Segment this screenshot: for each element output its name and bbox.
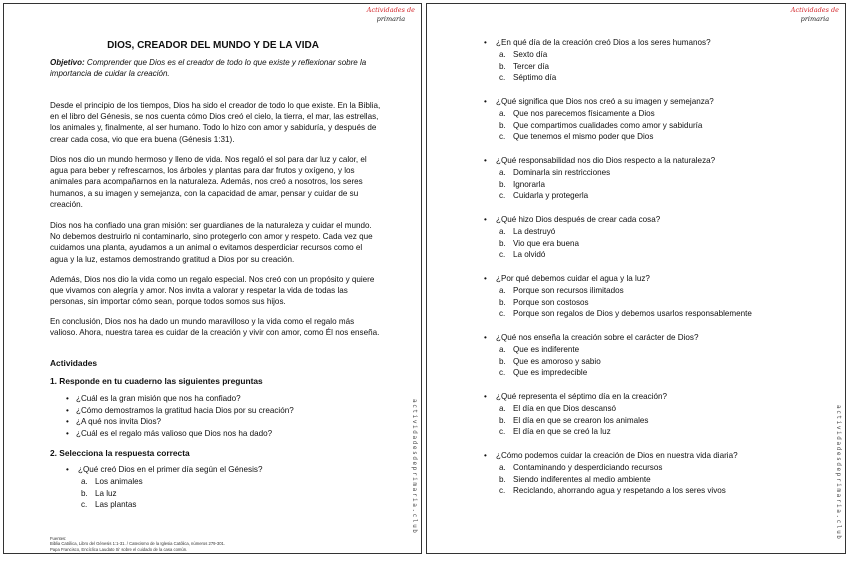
answer-option: b. Siendo indiferentes al medio ambiente (499, 474, 651, 484)
question-text: • ¿En qué día de la creación creó Dios a los seres humanos? (484, 38, 711, 47)
bullet-icon: • (66, 405, 69, 415)
brand-line-2: primaria (376, 15, 406, 23)
answer-option: b. El día en que se crearon los animales (499, 415, 649, 425)
answer-option: a. Que es indiferente (499, 344, 580, 354)
bullet-icon: • (484, 215, 487, 224)
bullet-icon: • (66, 417, 69, 426)
brand-logo (791, 6, 839, 24)
watermark: actividadesdeprimaria.club (411, 399, 418, 535)
bullet-icon: • (484, 333, 487, 342)
answer-option: a. Porque son recursos ilimitados (499, 285, 624, 295)
answer-option: b. Ignorarla (499, 179, 545, 189)
list-item: • ¿Cuál es la gran misión que nos ha confiado? (66, 394, 241, 403)
objective-label: Objetivo: (50, 58, 85, 67)
question-text: • ¿Qué hizo Dios después de crear cada cosa? (484, 215, 661, 224)
watermark: actividadesdeprimaria.club (835, 405, 842, 541)
paragraph-2: Dios nos dio un mundo hermoso y lleno de vida. Nos regaló el sol para dar luz y calor, el agua para beber y refrescarnos, los árboles y plantas para dar frutos y oxígeno, y los animales para acompañarnos en la naturaleza. Además, nos creó a nosotros, los seres humanos, a su imagen y semejanza, con la capacidad de amar, pensar y cuidar de su creación. (50, 155, 367, 209)
list-item: • ¿Cómo demostramos la gratitud hacia Dios por su creación? (66, 405, 294, 415)
answer-option: b. Vio que era buena (499, 238, 580, 248)
answer-option: b. Tercer día (499, 61, 549, 71)
bullet-icon: • (66, 428, 69, 438)
answer-option: a. El día en que Dios descansó (499, 403, 617, 413)
question-text: • ¿Qué nos enseña la creación sobre el carácter de Dios? (484, 333, 699, 342)
mc-question-6 (484, 273, 752, 320)
bullet-icon: • (66, 394, 69, 403)
answer-option: b. Que compartimos cualidades como amor y sabiduría (499, 120, 703, 130)
answer-option: c. Séptimo día (499, 73, 557, 83)
brand-logo (367, 6, 415, 24)
list-item: • ¿Cuál es el regalo más valioso que Dios nos ha dado? (66, 428, 273, 438)
answer-option: b. Que es amoroso y sabio (499, 356, 601, 366)
mc-question-2 (484, 37, 711, 84)
question-text: • ¿Por qué debemos cuidar el agua y la luz? (484, 274, 650, 283)
answer-option: c. Que tenemos el mismo poder que Dios (499, 132, 654, 142)
brand-line-1: Actividades de (366, 6, 415, 14)
bullet-icon: • (484, 274, 487, 283)
question-text: • ¿Qué responsabilidad nos dio Dios respecto a la naturaleza? (484, 156, 716, 165)
bullet-icon: • (484, 97, 487, 106)
answer-option: c. Las plantas (81, 500, 137, 510)
sources-line-1: Biblia Católica, Libro del Génesis 1:1-31. / Catecismo de la Iglesia Católica, números 279-301. (50, 541, 226, 547)
paragraph-5: En conclusión, Dios nos ha dado un mundo maravilloso y la vida como el regalo más valioso. Ahora, nuestra tarea es cuidar de la creación y vivir con amor, como Él nos enseña. (50, 317, 380, 338)
mc-question-9 (484, 450, 738, 497)
question-text: • ¿Qué representa el séptimo día en la creación? (484, 392, 667, 401)
brand-line-2: primaria (800, 15, 830, 23)
answer-option: b. Porque son costosos (499, 297, 589, 307)
bullet-icon: • (484, 156, 487, 165)
answer-option: a. Contaminando y desperdiciando recursos (499, 462, 663, 472)
sources-label: Fuentes: (50, 536, 67, 541)
question-text: • ¿Cómo podemos cuidar la creación de Dios en nuestra vida diaria? (484, 451, 738, 460)
section-1-heading: 1. Responde en tu cuaderno las siguientes preguntas (50, 376, 263, 386)
mc-question-7 (484, 332, 698, 379)
answer-option: a. Que nos parecemos físicamente a Dios (499, 108, 655, 118)
answer-option: c. La olvidó (499, 250, 546, 260)
bullet-icon: • (484, 38, 487, 47)
paragraph-3: Dios nos ha confiado una gran misión: ser guardianes de la naturaleza y cuidar el mundo. No debemos destruirlo ni contaminarlo, sino protegerlo con amor y respeto. Cada vez que cuidamos una planta, ayudamos a un animal o evitamos desperdiciar recursos como el agua y la luz, estamos demostrando gratitud a Dios por su creación. (50, 221, 373, 264)
mc-question-8 (484, 391, 667, 438)
answer-option: c. Que es impredecible (499, 368, 588, 378)
section-2-heading: 2. Selecciona la respuesta correcta (50, 448, 190, 458)
page-title: DIOS, CREADOR DEL MUNDO Y DE LA VIDA (107, 40, 319, 51)
answer-option: c. Porque son regalos de Dios y debemos usarlos responsablemente (499, 309, 752, 319)
mc-question-4 (484, 155, 715, 202)
list-item: • ¿A qué nos invita Dios? (66, 417, 162, 426)
section-1-question-list (66, 393, 294, 439)
bullet-icon: • (484, 451, 487, 460)
answer-option: c. Reciclando, ahorrando agua y respetando a los seres vivos (499, 486, 726, 496)
sources (50, 536, 225, 552)
question-text: • ¿Qué creó Dios en el primer día según el Génesis? (66, 465, 263, 474)
mc-question-1 (66, 464, 262, 511)
answer-option: c. Cuidarla y protegerla (499, 191, 589, 201)
paragraph-1: Desde el principio de los tiempos, Dios ha sido el creador de todo lo que existe. En la Biblia, en el libro del Génesis, se nos cuenta cómo Dios creó el cielo, la tierra, el mar, las estrellas, los animales y, finalmente, al ser humano. Todo lo hizo con amor y sabiduría, y después de crear cada cosa, vio que era buena (Génesis 1:31). (50, 101, 381, 144)
worksheet-page-left (3, 3, 422, 554)
objective (50, 58, 380, 79)
sources-line-2: Papa Francisco, Encíclica Laudato Si' sobre el cuidado de la casa común. (50, 546, 188, 552)
activities-heading: Actividades (50, 358, 98, 368)
objective-text: Comprender que Dios es el creador de todo lo que existe y reflexionar sobre la importancia de cuidar la creación. (50, 58, 367, 78)
answer-option: a. Los animales (81, 476, 143, 486)
paragraph-4: Además, Dios nos dio la vida como un regalo especial. Nos creó con un propósito y quiere que vivamos con alegría y amor. Nos invita a valorar y respetar la vida de todas las personas, sin importar cómo sean, porque todos somos sus hijos. (50, 275, 375, 307)
bullet-icon: • (484, 392, 487, 401)
answer-option: b. La luz (81, 488, 117, 498)
answer-option: a. La destruyó (499, 226, 556, 236)
answer-option: c. El día en que se creó la luz (499, 427, 611, 437)
bullet-icon: • (66, 465, 69, 474)
worksheet-page-right (426, 3, 846, 554)
mc-question-5 (484, 214, 660, 261)
answer-option: a. Dominarla sin restricciones (499, 167, 611, 177)
question-text: • ¿Qué significa que Dios nos creó a su imagen y semejanza? (484, 97, 714, 106)
answer-option: a. Sexto día (499, 49, 548, 59)
mc-question-3 (484, 96, 714, 143)
brand-line-1: Actividades de (790, 6, 839, 14)
